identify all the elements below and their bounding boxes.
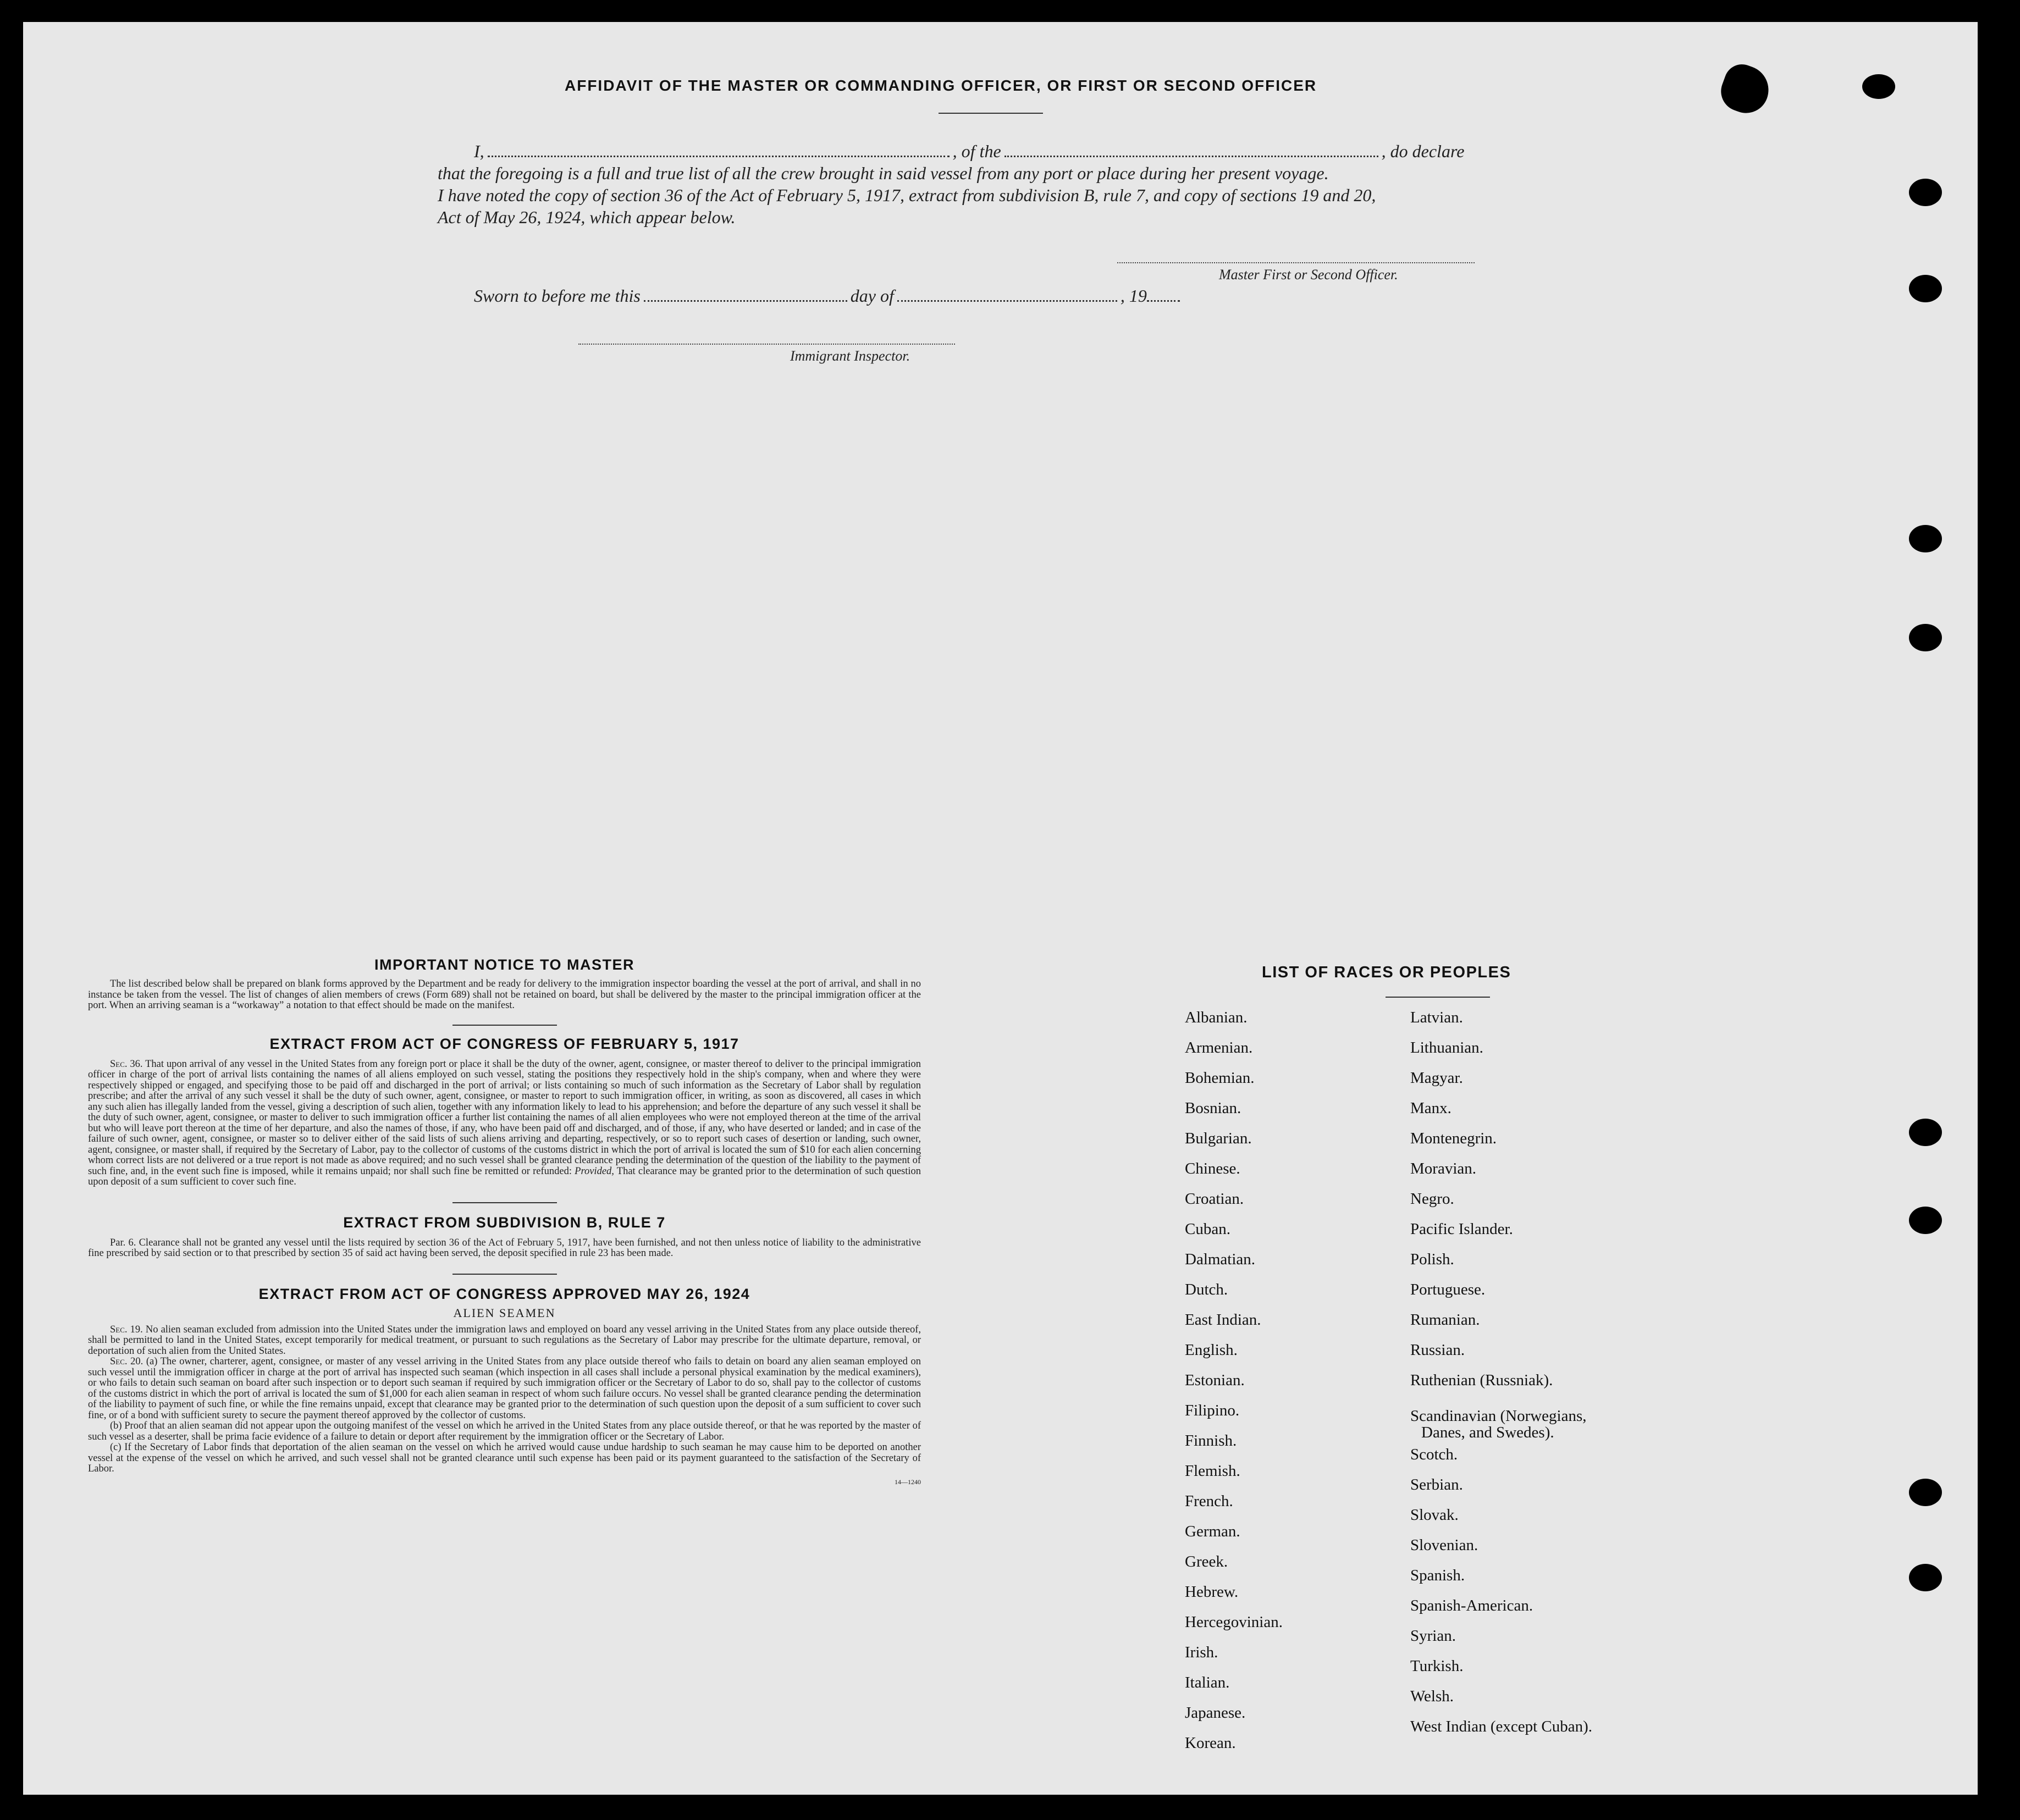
race-item: English. [1185,1341,1238,1359]
race-item: Greek. [1185,1553,1228,1570]
race-item: Hercegovinian. [1185,1613,1283,1631]
binding-hole [1909,525,1942,552]
race-item: Manx. [1410,1099,1451,1117]
race-item: Slovak. [1410,1506,1459,1524]
day-of-label: day of [850,286,894,306]
race-item: Scandinavian (Norwegians, [1410,1407,1587,1425]
master-signature-label: Master First or Second Officer. [1219,267,1398,283]
of-the-label: , of the [952,141,1001,161]
sworn-month-blank[interactable] [897,300,1117,302]
section-36-proviso: That clearance may be granted prior to the determination of such question upon deposit of a sum sufficient to cover such fine. [88,1165,921,1187]
ink-blot [1862,74,1895,99]
race-item: German. [1185,1523,1240,1540]
race-item: Pacific Islander. [1410,1220,1513,1238]
notice-title: IMPORTANT NOTICE TO MASTER [374,956,634,973]
race-item: Welsh. [1410,1688,1454,1705]
binding-hole [1909,179,1942,206]
race-item: Slovenian. [1410,1536,1478,1554]
section-36-text [88,1059,921,1188]
race-item: Bohemian. [1185,1069,1255,1087]
binding-hole [1909,275,1942,302]
binding-hole [1909,624,1942,651]
race-item: Finnish. [1185,1432,1237,1450]
declaration-line-3: I have noted the copy of section 36 of the Act of February 5, 1917, extract from subdivision B, rule 7, and copy of sections 19 and 20, [438,185,1376,205]
section-19-body: No alien seaman excluded from admission into the United States under the immigration laws and employed on board any vessel arriving in the United States from any place outside thereof, shall be permitted to land in the United States, except temporarily for medical treatment, or pursuant to such regulations as the Secretary of Labor may prescribe for the ultimate departure, removal, or deportation of such alien from the United States. [88,1324,921,1357]
sworn-day-blank[interactable] [644,300,847,302]
sworn-label: Sworn to before me this [474,286,641,306]
race-item: Turkish. [1410,1657,1464,1675]
race-item: Albanian. [1185,1009,1248,1026]
race-item: Ruthenian (Russniak). [1410,1371,1553,1389]
alien-seamen-subtitle: ALIEN SEAMEN [453,1305,556,1320]
section-36-body: That upon arrival of any vessel in the United States from any foreign port or place it shall be the duty of the owner, agent, consignee, or master thereof to deliver to the principal immigration officer in charge of the port of arrival lists containing the names of all aliens employed on such vessel, stating the positions they respectively hold in the ship's company, when and where they were respectively shipped or engaged, and specifying those to be paid off and discharged in the port of arrival; or lists containing so much of such information as the Secretary of Labor shall by regulation prescribe; and after the arrival of any such vessel it shall be the duty of such owner, agent, consignee, or master to report to such immigration officer, in writing, as soon as discovered, all cases in which any such alien has illegally landed from the vessel, giving a description of such alien, together with any information likely to lead to his apprehension; and before the departure of any such vessel it shall be the duty of such owner, agent, consignee, or master to deliver to such immigration officer a further list containing the names of all alien employees who were not employed thereon at the time of the arrival but who will leave port thereon at the time of her departure, and also the names of those, if any, who have been paid off and discharged, and of those, if any, who have deserted or landed; and in case of the failure of such owner, agent, consignee, or master so to deliver either of the said lists of such aliens arriving and departing, respectively, or so to report such cases of desertion or landing, such owner, agent, consignee, or master shall, if required by the Secretary of Labor, pay to the collector of customs of the customs district in which the port of arrival is located the sum of $10 for each alien concerning whom correct lists are not delivered or a true report is not made as above required; and no such vessel shall be granted clearance pending the determination of the question of the liability to the payment of such fine, and, in the event such fine is imposed, while it remains unpaid; nor shall such fine be remitted or refunded: [88,1058,921,1177]
section-20c-body: (c) If the Secretary of Labor finds that deportation of the alien seaman on the vessel on which he arrived would cause undue hardship to such seaman he may cause him to be deported on another vessel at the expense of the vessel on which he arrived, and such vessel shall not be granted clearance until such expense has been paid or its payment guaranteed to the satisfaction of the Secretary of Labor. [88,1442,921,1474]
binding-hole [1909,1479,1942,1506]
master-signature-line[interactable] [1117,262,1475,263]
section-20b-body: (b) Proof that an alien seaman did not appear upon the outgoing manifest of the vessel on which he arrived in the United States from any place outside thereof, or that he was reported by the master of such vessel as a deserter, shall be prima facie evidence of a failure to detain or deport after requirement by the immigration officer or the Secretary of Labor. [88,1420,921,1442]
races-title: LIST OF RACES OR PEOPLES [1262,964,1511,981]
race-item: Rumanian. [1410,1311,1480,1329]
race-item: Cuban. [1185,1220,1230,1238]
race-item: East Indian. [1185,1311,1261,1329]
race-item: Portuguese. [1410,1281,1486,1298]
section-divider [452,1025,557,1026]
affidavit-title: AFFIDAVIT OF THE MASTER OR COMMANDING OFFICER, OR FIRST OR SECOND OFFICER [565,77,1317,94]
section-36-label: Sec. 36. [110,1058,143,1070]
races-divider [1386,997,1490,998]
race-item: Polish. [1410,1251,1454,1268]
ink-blot [1715,59,1775,119]
notice-text: The list described below shall be prepared on blank forms approved by the Department and be ready for delivery to the immigration inspector boarding the vessel at the port of arrival, and shall in no instance be taken from the vessel. The list of changes of alien members of crews (Form 689) shall not be retained on board, but shall be delivered by the master to the principal immigration officer at the port. When an arriving seaman is a “workaway” a notation to that effect should be made on the manifest. [88,978,921,1011]
declaration-line-1 [474,140,1464,162]
declaration-line-2: that the foregoing is a full and true list of all the crew brought in said vessel from any port or place during her present voyage. [438,163,1329,183]
title-divider [939,113,1043,114]
inspector-signature-label: Immigrant Inspector. [790,348,910,364]
document-page [23,22,1978,1795]
declaration-line-4: Act of May 26, 1924, which appear below. [438,207,736,227]
section-20a-body: (a) The owner, charterer, agent, consignee, or master of any vessel arriving in the United States from any place outside thereof who fails to detain on board any alien seaman employed on such vessel until the immigration officer in charge at the port of arrival has inspected such seaman (which inspection in all cases shall include a personal physical examination by the medical examiners), or who fails to detain such seaman on board after such inspection or to deport such seaman if required by such immigration officer or the Secretary of Labor to do so, shall pay to the collector of customs of the customs district in which the port of arrival is located the sum of $1,000 for each alien seaman in respect of whom such failure occurs. No vessel shall be granted clearance pending the determination of the liability to payment of such fine, or while the fine remains unpaid, except that clearance may be granted prior to the determination of such question upon the deposit of a sum sufficient to cover such fine, or of a bond with sufficient surety to secure the payment thereof approved by the collector of customs. [88,1356,921,1421]
race-item: Montenegrin. [1410,1130,1497,1147]
extract-rule7-title: EXTRACT FROM SUBDIVISION B, RULE 7 [343,1214,666,1231]
section-20-label: Sec. 20. [110,1356,144,1367]
race-item: Bosnian. [1185,1099,1241,1117]
binding-hole [1909,1119,1942,1146]
race-item: Croatian. [1185,1190,1244,1208]
binding-hole [1909,1207,1942,1234]
declarant-name-blank[interactable] [488,156,950,157]
race-item: Chinese. [1185,1160,1240,1177]
race-item: Negro. [1410,1190,1454,1208]
race-item: Dalmatian. [1185,1251,1256,1268]
race-item: Lithuanian. [1410,1039,1483,1056]
race-item: Spanish-American. [1410,1597,1533,1614]
extract-1917-title: EXTRACT FROM ACT OF CONGRESS OF FEBRUARY 5, 1917 [269,1035,739,1052]
provided-label: Provided, [575,1165,614,1177]
race-item: Filipino. [1185,1402,1240,1419]
declarant-prefix: I, [474,141,484,161]
race-item: Russian. [1410,1341,1465,1359]
race-item: Korean. [1185,1734,1236,1752]
race-item: Moravian. [1410,1160,1476,1177]
form-number: 14—1240 [895,1478,921,1486]
do-declare-label: , do declare [1381,141,1465,161]
race-item: Danes, and Swedes). [1421,1424,1554,1441]
year-label: , 19 [1120,286,1147,306]
section-divider [452,1274,557,1275]
sections-19-20-text [88,1325,921,1475]
race-item: Armenian. [1185,1039,1253,1056]
race-item: Latvian. [1410,1009,1463,1026]
race-item: Irish. [1185,1644,1218,1661]
sworn-year-blank[interactable] [1147,300,1180,302]
vessel-name-blank[interactable] [1005,156,1378,157]
extract-1924-title: EXTRACT FROM ACT OF CONGRESS APPROVED MAY 26, 1924 [258,1285,750,1302]
rule7-text: Par. 6. Clearance shall not be granted any vessel until the lists required by section 36 of the Act of February 5, 1917, have been furnished, and not then unless notice of liability to the administrative fine prescribed by said section or to that prescribed by section 35 of said act having been served, the deposit specified in rule 23 has been made. [88,1237,921,1259]
race-item: Scotch. [1410,1446,1458,1463]
race-item: Bulgarian. [1185,1130,1252,1147]
race-item: West Indian (except Cuban). [1410,1718,1593,1735]
legal-notices-column [88,956,921,1486]
inspector-signature-line[interactable] [578,344,955,345]
race-item: Japanese. [1185,1704,1246,1722]
race-item: Dutch. [1185,1281,1228,1298]
race-item: Flemish. [1185,1462,1240,1480]
sworn-line [474,285,1183,307]
race-item: Spanish. [1410,1567,1465,1584]
section-19-label: Sec. 19. [110,1324,143,1335]
race-item: Estonian. [1185,1371,1245,1389]
binding-hole [1909,1564,1942,1591]
race-item: Syrian. [1410,1627,1456,1645]
section-divider [452,1202,557,1203]
race-item: Serbian. [1410,1476,1463,1493]
race-item: Hebrew. [1185,1583,1239,1601]
race-item: Magyar. [1410,1069,1463,1087]
race-item: Italian. [1185,1674,1230,1691]
race-item: French. [1185,1492,1233,1510]
